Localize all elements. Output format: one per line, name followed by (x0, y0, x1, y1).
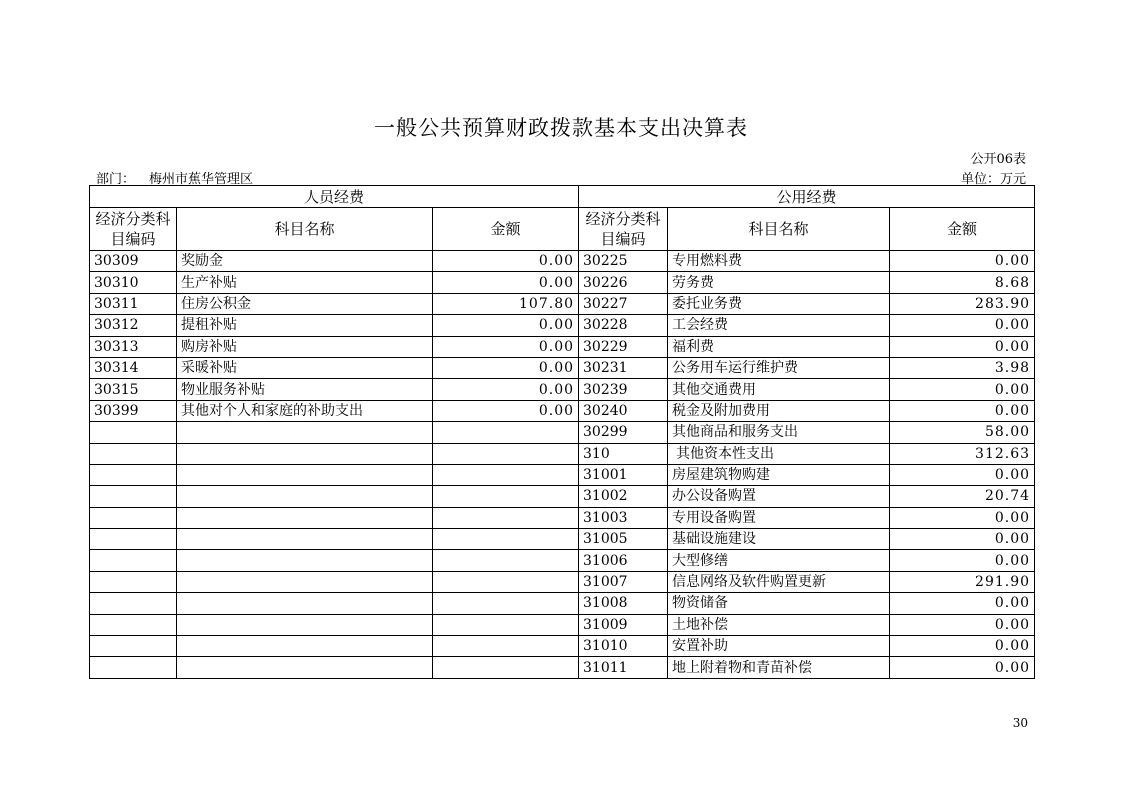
table-row (90, 550, 1035, 571)
right-name-cell: 税金及附加费用 (668, 400, 890, 421)
department-label: 部门： (96, 172, 136, 187)
right-code-cell: 31008 (579, 593, 668, 614)
right-amount-cell: 0.00 (890, 593, 1035, 614)
right-name-cell: 物资储备 (668, 593, 890, 614)
table-row (90, 400, 1035, 421)
right-amount-cell: 0.00 (890, 400, 1035, 421)
left-amount-cell: 0.00 (433, 379, 579, 400)
column-header-row (90, 208, 1035, 251)
right-amount-cell: 291.90 (890, 571, 1035, 592)
left-code-cell (90, 636, 177, 657)
right-amount-cell: 58.00 (890, 422, 1035, 443)
right-amount-cell: 312.63 (890, 443, 1035, 464)
table-row (90, 293, 1035, 314)
left-name-cell (177, 464, 433, 485)
left-amount-cell (433, 507, 579, 528)
left-code-header: 经济分类科目编码 (90, 208, 177, 251)
right-amount-cell: 3.98 (890, 357, 1035, 378)
right-code-cell: 31006 (579, 550, 668, 571)
left-amount-cell (433, 486, 579, 507)
left-code-cell (90, 571, 177, 592)
right-amount-cell: 0.00 (890, 529, 1035, 550)
page-number: 30 (1012, 716, 1028, 730)
left-name-header: 科目名称 (177, 208, 433, 251)
right-code-cell: 30228 (579, 315, 668, 336)
department-name: 梅州市蕉华管理区 (149, 172, 254, 187)
table-row (90, 443, 1035, 464)
left-name-cell: 住房公积金 (177, 293, 433, 314)
right-amount-cell: 0.00 (890, 315, 1035, 336)
left-code-cell: 30309 (90, 251, 177, 272)
left-amount-cell (433, 657, 579, 678)
right-name-cell: 其他资本性支出 (668, 443, 890, 464)
right-code-cell: 30227 (579, 293, 668, 314)
right-code-cell: 31001 (579, 464, 668, 485)
right-amount-cell: 0.00 (890, 336, 1035, 357)
right-name-cell: 房屋建筑物购建 (668, 464, 890, 485)
right-amount-cell: 0.00 (890, 550, 1035, 571)
page-title: 一般公共预算财政拨款基本支出决算表 (374, 116, 748, 140)
right-name-cell: 办公设备购置 (668, 486, 890, 507)
left-name-cell: 其他对个人和家庭的补助支出 (177, 400, 433, 421)
right-code-cell: 30226 (579, 272, 668, 293)
table-row (90, 636, 1035, 657)
group-public-header: 公用经费 (579, 186, 1035, 208)
right-name-cell: 安置补助 (668, 636, 890, 657)
table-row (90, 486, 1035, 507)
right-name-cell: 信息网络及软件购置更新 (668, 571, 890, 592)
left-amount-cell (433, 571, 579, 592)
left-code-cell: 30310 (90, 272, 177, 293)
left-code-cell: 30311 (90, 293, 177, 314)
right-amount-cell: 283.90 (890, 293, 1035, 314)
left-name-cell: 生产补贴 (177, 272, 433, 293)
right-code-header: 经济分类科目编码 (579, 208, 668, 251)
left-code-cell: 30399 (90, 400, 177, 421)
left-name-cell (177, 507, 433, 528)
left-name-cell (177, 657, 433, 678)
right-name-cell: 地上附着物和青苗补偿 (668, 657, 890, 678)
form-number: 公开06表 (970, 152, 1026, 167)
left-code-cell: 30314 (90, 357, 177, 378)
table-row (90, 379, 1035, 400)
left-code-cell (90, 443, 177, 464)
right-code-cell: 30231 (579, 357, 668, 378)
right-name-cell: 劳务费 (668, 272, 890, 293)
left-amount-cell (433, 636, 579, 657)
unit-label: 单位：万元 (960, 172, 1026, 187)
right-code-cell: 30239 (579, 379, 668, 400)
right-code-cell: 31011 (579, 657, 668, 678)
left-name-cell (177, 593, 433, 614)
left-amount-cell: 0.00 (433, 272, 579, 293)
table-row (90, 571, 1035, 592)
right-name-cell: 委托业务费 (668, 293, 890, 314)
right-amount-cell: 0.00 (890, 507, 1035, 528)
left-code-cell (90, 507, 177, 528)
left-name-cell: 奖励金 (177, 251, 433, 272)
table-row (90, 529, 1035, 550)
right-code-cell: 30225 (579, 251, 668, 272)
left-code-cell: 30313 (90, 336, 177, 357)
right-amount-header: 金额 (890, 208, 1035, 251)
table-row (90, 357, 1035, 378)
right-amount-cell: 0.00 (890, 464, 1035, 485)
left-amount-cell (433, 443, 579, 464)
table-row (90, 593, 1035, 614)
table-row (90, 272, 1035, 293)
right-code-cell: 31009 (579, 614, 668, 635)
left-name-cell: 物业服务补贴 (177, 379, 433, 400)
right-amount-cell: 0.00 (890, 657, 1035, 678)
group-header-row (90, 186, 1035, 208)
right-name-cell: 土地补偿 (668, 614, 890, 635)
right-amount-cell: 0.00 (890, 251, 1035, 272)
left-code-cell: 30312 (90, 315, 177, 336)
left-amount-cell: 0.00 (433, 251, 579, 272)
right-name-header: 科目名称 (668, 208, 890, 251)
left-amount-cell (433, 550, 579, 571)
right-name-cell: 工会经费 (668, 315, 890, 336)
left-amount-cell (433, 593, 579, 614)
table-row (90, 315, 1035, 336)
left-code-cell (90, 550, 177, 571)
right-amount-cell: 0.00 (890, 379, 1035, 400)
right-code-cell: 31007 (579, 571, 668, 592)
left-code-cell (90, 614, 177, 635)
left-code-cell (90, 593, 177, 614)
table-row (90, 507, 1035, 528)
left-code-cell (90, 422, 177, 443)
table-body (90, 251, 1035, 679)
right-amount-cell: 8.68 (890, 272, 1035, 293)
left-code-cell (90, 529, 177, 550)
left-name-cell (177, 550, 433, 571)
right-code-cell: 31005 (579, 529, 668, 550)
left-name-cell: 购房补贴 (177, 336, 433, 357)
right-code-cell: 30299 (579, 422, 668, 443)
left-code-cell (90, 464, 177, 485)
left-amount-cell: 0.00 (433, 315, 579, 336)
left-name-cell (177, 422, 433, 443)
left-name-cell (177, 614, 433, 635)
right-amount-cell: 0.00 (890, 636, 1035, 657)
table-row (90, 422, 1035, 443)
right-name-cell: 其他交通费用 (668, 379, 890, 400)
left-amount-cell (433, 614, 579, 635)
left-code-cell (90, 486, 177, 507)
table-row (90, 614, 1035, 635)
right-name-cell: 其他商品和服务支出 (668, 422, 890, 443)
group-personnel-header: 人员经费 (90, 186, 579, 208)
left-code-cell: 30315 (90, 379, 177, 400)
expenditure-table (89, 185, 1035, 679)
left-amount-cell (433, 529, 579, 550)
right-code-cell: 31003 (579, 507, 668, 528)
left-name-cell: 提租补贴 (177, 315, 433, 336)
right-amount-cell: 0.00 (890, 614, 1035, 635)
right-name-cell: 公务用车运行维护费 (668, 357, 890, 378)
left-amount-header: 金额 (433, 208, 579, 251)
table-row (90, 657, 1035, 678)
right-code-cell: 31002 (579, 486, 668, 507)
left-name-cell (177, 529, 433, 550)
left-name-cell (177, 571, 433, 592)
right-name-cell: 基础设施建设 (668, 529, 890, 550)
left-amount-cell: 0.00 (433, 336, 579, 357)
right-code-cell: 310 (579, 443, 668, 464)
table-row (90, 336, 1035, 357)
left-name-cell: 采暖补贴 (177, 357, 433, 378)
left-name-cell (177, 443, 433, 464)
right-code-cell: 30229 (579, 336, 668, 357)
left-amount-cell: 107.80 (433, 293, 579, 314)
left-amount-cell (433, 464, 579, 485)
right-name-cell: 福利费 (668, 336, 890, 357)
left-code-cell (90, 657, 177, 678)
right-code-cell: 30240 (579, 400, 668, 421)
table-row (90, 464, 1035, 485)
right-name-cell: 专用燃料费 (668, 251, 890, 272)
table-row (90, 251, 1035, 272)
left-amount-cell (433, 422, 579, 443)
left-amount-cell: 0.00 (433, 400, 579, 421)
left-name-cell (177, 636, 433, 657)
right-name-cell: 大型修缮 (668, 550, 890, 571)
right-code-cell: 31010 (579, 636, 668, 657)
right-amount-cell: 20.74 (890, 486, 1035, 507)
left-amount-cell: 0.00 (433, 357, 579, 378)
left-name-cell (177, 486, 433, 507)
right-name-cell: 专用设备购置 (668, 507, 890, 528)
